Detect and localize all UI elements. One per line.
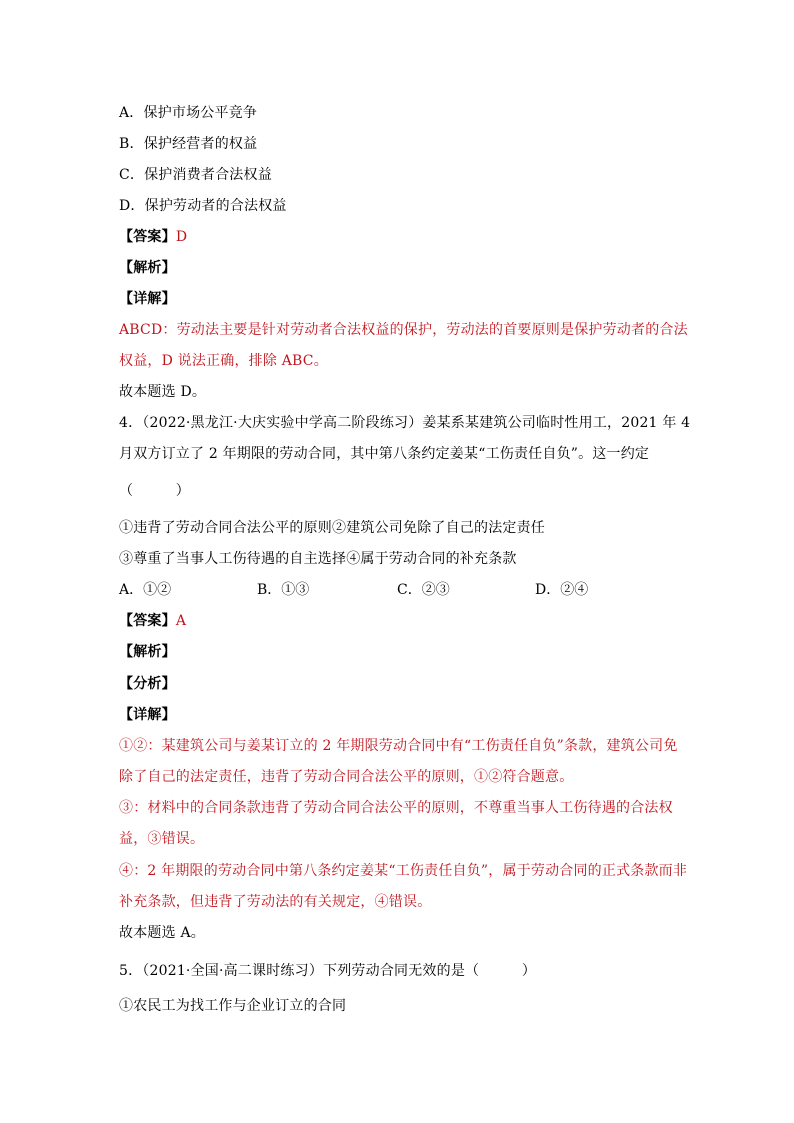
q4-stem-line: 4．（2022·黑龙江·大庆实验中学高二阶段练习）姜某系某建筑公司临时性用工，2021 年 4 (119, 415, 691, 431)
q3-analysis-tag: 【解析】 (119, 260, 176, 276)
q5-statement: ①农民工为找工作与企业订立的合同 (119, 998, 347, 1014)
q4-choice-d: D．②④ (535, 582, 589, 598)
q4-choice-c: C．②③ (397, 582, 450, 598)
q4-answer-blank: （ ） (119, 483, 190, 499)
q4-choice-b: B．①③ (257, 582, 310, 598)
q4-detail-line: 补充条款，但违背了劳动法的有关规定，④错误。 (119, 894, 432, 910)
q3-option-d: D．保护劳动者的合法权益 (119, 198, 287, 214)
answer-tag: 【答案】 (119, 613, 176, 629)
q4-statement: ①违背了劳动合同合法公平的原则②建筑公司免除了自己的法定责任 (119, 520, 545, 536)
q4-fenxi-tag: 【分析】 (119, 676, 176, 692)
q4-detail-line: ④：2 年期限的劳动合同中第八条约定姜某“工伤责任自负”，属于劳动合同的正式条款而非 (119, 863, 688, 879)
q4-detail-tag: 【详解】 (119, 707, 176, 723)
answer-value: A (175, 613, 187, 629)
q3-conclusion: 故本题选 D。 (119, 384, 207, 400)
q4-stem-line: 月双方订立了 2 年期限的劳动合同，其中第八条约定姜某“工伤责任自负”。这一约定 (119, 446, 650, 462)
q4-choice-a: A．①② (119, 582, 172, 598)
q4-detail-line: 益，③错误。 (119, 831, 205, 847)
q3-detail-tag: 【详解】 (119, 291, 176, 307)
q4-conclusion: 故本题选 A。 (119, 925, 205, 941)
q4-answer (119, 612, 186, 630)
q3-option-c: C．保护消费者合法权益 (119, 167, 272, 183)
q3-option-b: B．保护经营者的权益 (119, 136, 258, 152)
q4-detail-line: ①②：某建筑公司与姜某订立的 2 年期限劳动合同中有“工伤责任自负”条款，建筑公司免 (119, 738, 678, 754)
q4-analysis-tag: 【解析】 (119, 644, 176, 660)
answer-value: D (175, 229, 188, 245)
q5-stem: 5．（2021·全国·高二课时练习）下列劳动合同无效的是（ ） (119, 963, 537, 979)
q4-detail-line: ③：材料中的合同条款违背了劳动合同合法公平的原则，不尊重当事人工伤待遇的合法权 (119, 800, 673, 816)
q4-statement: ③尊重了当事人工伤待遇的自主选择④属于劳动合同的补充条款 (119, 551, 517, 567)
answer-tag: 【答案】 (119, 229, 176, 245)
q3-answer (119, 228, 187, 246)
q3-option-a: A．保护市场公平竞争 (119, 105, 258, 121)
q4-detail-line: 除了自己的法定责任，违背了劳动合同合法公平的原则，①②符合题意。 (119, 769, 574, 785)
q3-detail-line: 权益，D 说法正确，排除 ABC。 (119, 353, 328, 369)
q3-detail-line: ABCD：劳动法主要是针对劳动者合法权益的保护，劳动法的首要原则是保护劳动者的合法 (119, 322, 688, 338)
q4-choices (119, 581, 679, 599)
